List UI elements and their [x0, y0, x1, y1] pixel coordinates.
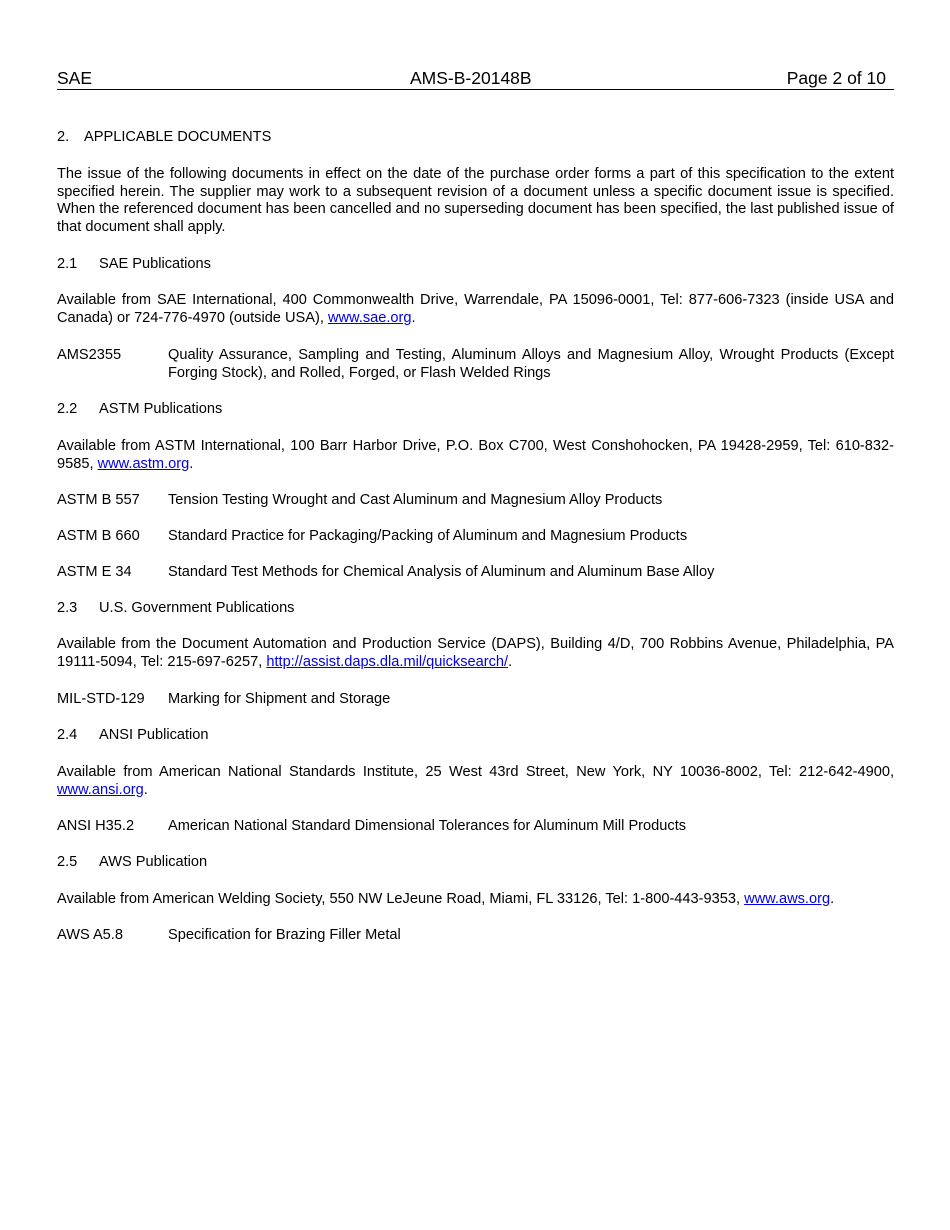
availability-2-1 — [57, 292, 894, 327]
section-heading — [57, 129, 894, 147]
subsection-heading-2-2 — [57, 401, 894, 419]
reference-row — [57, 818, 894, 836]
subsection-number: 2.2 — [57, 401, 78, 417]
section-title: APPLICABLE DOCUMENTS — [84, 129, 272, 145]
reference-title: Marking for Shipment and Storage — [168, 691, 391, 707]
reference-title: Standard Test Methods for Chemical Analysis of Aluminum and Aluminum Base Alloy — [168, 564, 715, 580]
availability-2-2 — [57, 438, 894, 473]
reference-code: AWS A5.8 — [57, 927, 123, 943]
header-doc-number: AMS-B-20148B — [410, 68, 532, 88]
reference-title: American National Standard Dimensional Tolerances for Aluminum Mill Products — [168, 818, 687, 834]
header-page-number: Page 2 of 10 — [786, 68, 886, 88]
subsection-heading-2-3 — [57, 600, 894, 618]
reference-code: MIL-STD-129 — [57, 691, 145, 707]
reference-row — [57, 564, 894, 582]
subsection-heading-2-1 — [57, 256, 894, 274]
reference-row — [57, 691, 894, 709]
reference-row — [57, 492, 894, 510]
aws-link[interactable]: www.aws.org — [744, 891, 831, 907]
availability-paragraph: Available from the Document Automation and Production Service (DAPS), Building 4/D, 700 Robbins Avenue, Philadelphia, PA 19111-5094, Tel: 215-697-6257, http://assist.daps.dla.mil/quicksearch/. — [57, 636, 894, 670]
subsection-title: ASTM Publications — [99, 401, 223, 417]
availability-2-4 — [57, 764, 894, 799]
reference-title: Standard Practice for Packaging/Packing of Aluminum and Magnesium Products — [168, 528, 688, 544]
reference-code: ASTM B 557 — [57, 492, 140, 508]
subsection-number: 2.5 — [57, 854, 78, 870]
header-org: SAE — [57, 68, 93, 88]
subsection-heading-2-5 — [57, 854, 894, 872]
subsection-title: ANSI Publication — [99, 727, 209, 743]
reference-title: Specification for Brazing Filler Metal — [168, 927, 401, 943]
subsection-number: 2.3 — [57, 600, 78, 616]
reference-code: ASTM B 660 — [57, 528, 140, 544]
availability-paragraph: Available from American Welding Society, 550 NW LeJeune Road, Miami, FL 33126, Tel: 1-800-443-9353, www.aws.org. — [57, 891, 835, 907]
availability-paragraph: Available from American National Standards Institute, 25 West 43rd Street, New York, NY 10036-8002, Tel: 212-642-4900, www.ansi.org. — [57, 764, 894, 798]
ansi-link[interactable]: www.ansi.org — [57, 781, 144, 798]
subsection-number: 2.4 — [57, 727, 78, 743]
availability-2-5 — [57, 891, 894, 909]
intro-paragraph: The issue of the following documents in effect on the date of the purchase order forms a part of this specification to the extent specified herein. The supplier may work to a subsequent revision of a document unless a specific document issue is specified. When the referenced document has been cancelled and no superseding document has been specified, the last published issue of that document shall apply. — [57, 166, 894, 235]
subsection-title: SAE Publications — [99, 256, 211, 272]
subsection-number: 2.1 — [57, 256, 78, 272]
sae-link[interactable]: www.sae.org — [327, 309, 412, 326]
section-number: 2. — [57, 129, 70, 145]
reference-row — [57, 927, 894, 945]
availability-paragraph: Available from ASTM International, 100 Barr Harbor Drive, P.O. Box C700, West Conshohocken, PA 19428-2959, Tel: 610-832-9585, www.astm.org. — [57, 438, 894, 472]
astm-link[interactable]: www.astm.org — [97, 455, 190, 472]
reference-row — [57, 347, 894, 382]
assist-link[interactable]: http://assist.daps.dla.mil/quicksearch/ — [266, 653, 509, 670]
subsection-heading-2-4 — [57, 727, 894, 745]
availability-paragraph: Available from SAE International, 400 Commonwealth Drive, Warrendale, PA 15096-0001, Tel: 877-606-7323 (inside USA and Canada) or 724-776-4970 (outside USA), www.sae.org. — [57, 292, 894, 326]
reference-code: ANSI H35.2 — [57, 818, 135, 834]
reference-row — [57, 528, 894, 546]
subsection-title: AWS Publication — [99, 854, 208, 870]
reference-title: Tension Testing Wrought and Cast Aluminum and Magnesium Alloy Products — [168, 492, 663, 508]
page-header — [57, 68, 894, 90]
availability-2-3 — [57, 636, 894, 671]
reference-code: ASTM E 34 — [57, 564, 132, 580]
reference-title: Quality Assurance, Sampling and Testing, Aluminum Alloys and Magnesium Alloy, Wrought Products (Except Forging Stock), and Rolled, Forged, or Flash Welded Rings — [168, 347, 894, 381]
document-page — [57, 68, 894, 943]
reference-code: AMS2355 — [57, 347, 122, 363]
section-intro — [57, 166, 894, 236]
subsection-title: U.S. Government Publications — [99, 600, 295, 616]
